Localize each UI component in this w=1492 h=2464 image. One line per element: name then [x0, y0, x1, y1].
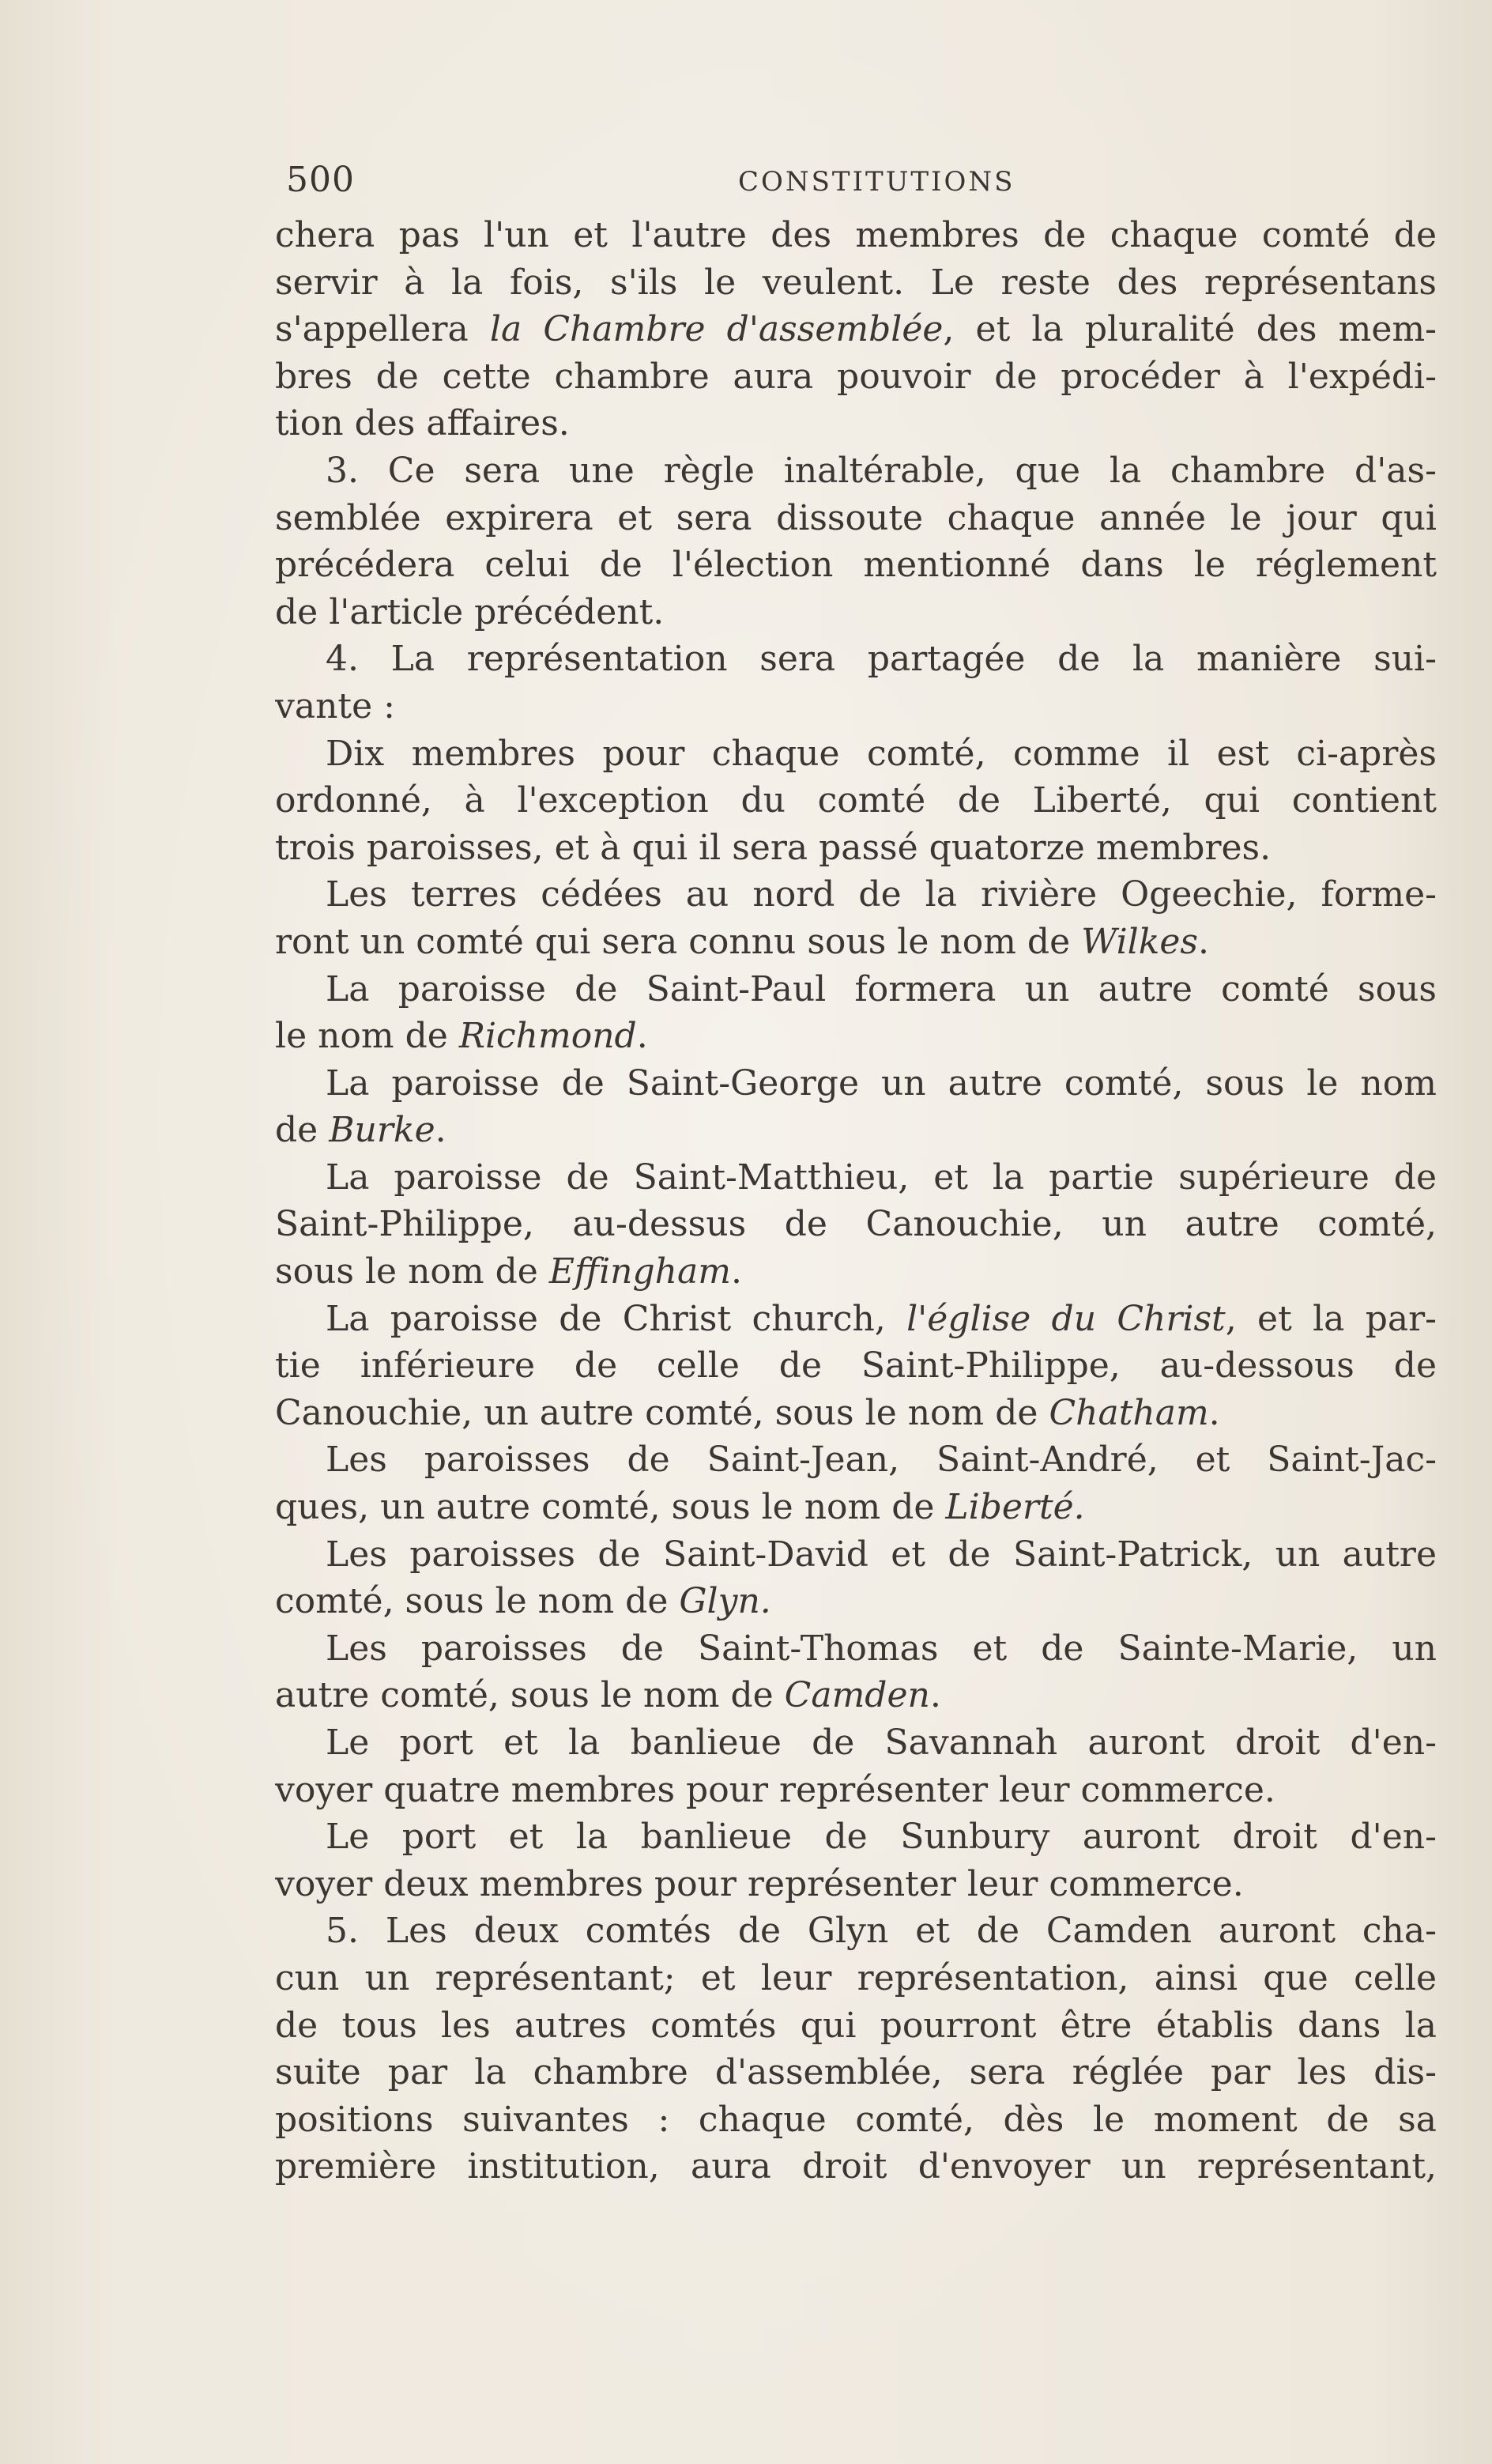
text-line: Le port et la banlieue de Sunbury auront droit d'en-: [326, 1817, 1437, 1858]
text-line: ordonné, à l'exception du comté de Liberté, qui contient: [275, 780, 1437, 821]
text-line: semblée expirera et sera dissoute chaque année le jour qui: [275, 497, 1437, 538]
text-line: Les paroisses de Saint-David et de Saint-Patrick, un autre: [326, 1534, 1437, 1575]
text-line: autre comté, sous le nom de Camden.: [275, 1675, 941, 1716]
page-number: 500: [286, 160, 355, 200]
text-line: Les paroisses de Saint-Thomas et de Sainte-Marie, un: [326, 1628, 1437, 1669]
text-line: suite par la chambre d'assemblée, sera réglée par les dis-: [275, 2052, 1437, 2093]
text-line: servir à la fois, s'ils le veulent. Le reste des représentans: [275, 262, 1437, 303]
text-line: Dix membres pour chaque comté, comme il est ci-après: [326, 733, 1437, 774]
text-line: positions suivantes : chaque comté, dès le moment de sa: [275, 2099, 1437, 2140]
text-line: tie inférieure de celle de Saint-Philippe, au-dessous de: [275, 1345, 1437, 1387]
text-line: ques, un autre comté, sous le nom de Liberté.: [275, 1487, 1085, 1528]
text-line: La paroisse de Christ church, l'église du Christ, et la par-: [326, 1298, 1437, 1339]
text-line: voyer deux membres pour représenter leur commerce.: [275, 1863, 1244, 1904]
text-line: La paroisse de Saint-George un autre comté, sous le nom: [326, 1062, 1437, 1104]
text-line: de Burke.: [275, 1110, 446, 1151]
text-line: première institution, aura droit d'envoyer un représentant,: [275, 2146, 1437, 2187]
page-header: [280, 160, 1438, 207]
text-line: 5. Les deux comtés de Glyn et de Camden auront cha-: [326, 1911, 1437, 1952]
text-line: le nom de Richmond.: [275, 1016, 648, 1057]
body-text: [275, 212, 1437, 2190]
text-line: cun un représentant; et leur représentation, ainsi que celle: [275, 1957, 1437, 1998]
text-line: de tous les autres comtés qui pourront être établis dans la: [275, 2005, 1437, 2046]
text-line: ront un comté qui sera connu sous le nom de Wilkes.: [275, 921, 1210, 962]
text-line: La paroisse de Saint-Matthieu, et la partie supérieure de: [326, 1157, 1437, 1198]
text-line: trois paroisses, et à qui il sera passé quatorze membres.: [275, 827, 1272, 868]
text-line: Les paroisses de Saint-Jean, Saint-André, et Saint-Jac-: [326, 1440, 1437, 1481]
text-line: Les terres cédées au nord de la rivière Ogeechie, forme-: [326, 874, 1437, 915]
running-head: CONSTITUTIONS: [738, 166, 1015, 198]
text-line: voyer quatre membres pour représenter leur commerce.: [275, 1769, 1275, 1810]
text-line: de l'article précédent.: [275, 591, 665, 632]
text-line: bres de cette chambre aura pouvoir de procéder à l'expédi-: [275, 356, 1437, 397]
text-line: Saint-Philippe, au-dessus de Canouchie, un autre comté,: [275, 1204, 1437, 1245]
text-line: 3. Ce sera une règle inaltérable, que la chambre d'as-: [326, 450, 1437, 491]
text-line: vante :: [275, 685, 395, 726]
text-line: Le port et la banlieue de Savannah auront droit d'en-: [326, 1723, 1437, 1763]
text-line: comté, sous le nom de Glyn.: [275, 1581, 771, 1622]
text-line: tion des affaires.: [275, 403, 570, 444]
text-line: sous le nom de Effingham.: [275, 1251, 742, 1292]
text-line: 4. La représentation sera partagée de la manière sui-: [326, 639, 1437, 680]
text-line: précédera celui de l'élection mentionné dans le réglement: [275, 545, 1437, 586]
text-line: s'appellera la Chambre d'assemblée, et la pluralité des mem-: [275, 309, 1437, 350]
text-line: chera pas l'un et l'autre des membres de chaque comté de: [275, 215, 1437, 255]
text-line: Canouchie, un autre comté, sous le nom de Chatham.: [275, 1392, 1220, 1433]
text-line: La paroisse de Saint-Paul formera un autre comté sous: [326, 968, 1437, 1009]
